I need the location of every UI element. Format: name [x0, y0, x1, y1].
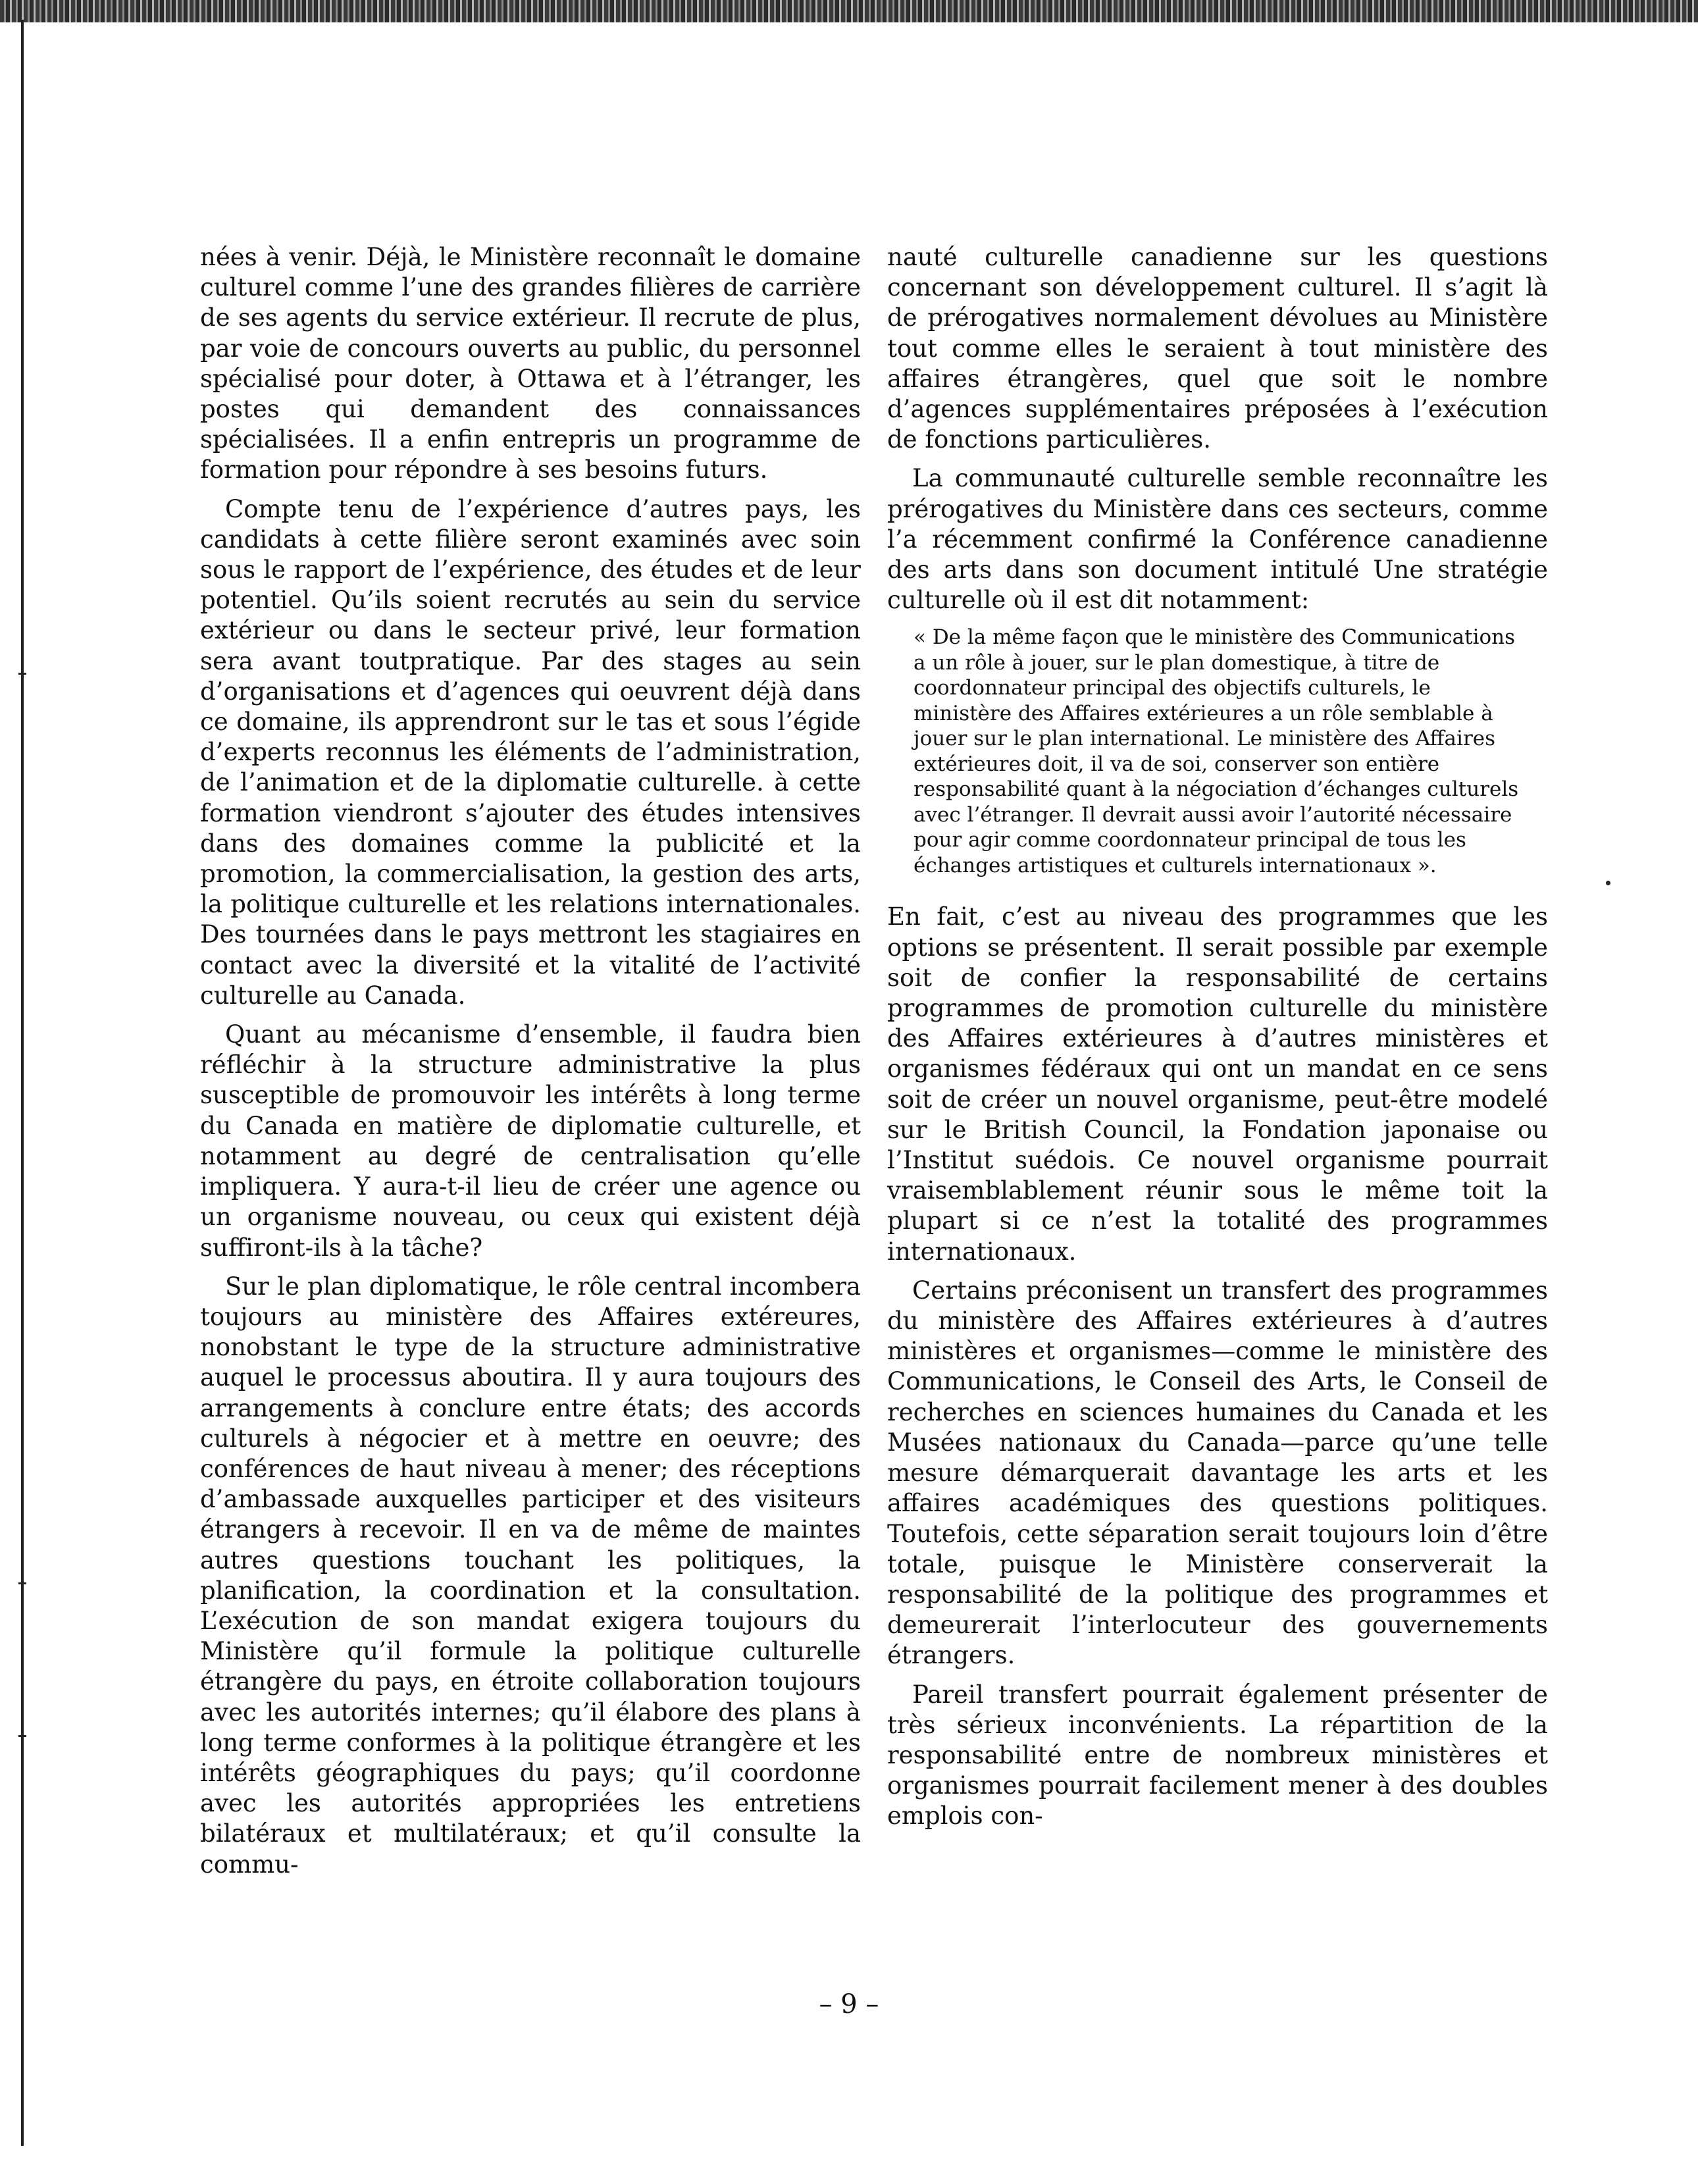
scan-mark	[18, 1582, 26, 1584]
paragraph: nées à venir. Déjà, le Ministère reconnaît le domaine culturel comme l’une des grandes filières de carrière de ses agents du service extérieur. Il recrute de plus, par voie de concours ouverts au public, du personnel spécialisé pour doter, à Ottawa et à l’étranger, les postes qui demandent des connaissances spécialisées. Il a enfin entrepris un programme de formation pour répondre à ses besoins futurs.	[200, 243, 861, 484]
quote-text: « De la même façon que le ministère des Communications a un rôle à jouer, sur le plan domestique, à titre de coordonnateur principal des objectifs culturels, le ministère des Affaires extérieures a un rôle semblable à jouer sur le plan international. Le ministère des Affaires extérieures doit, il va de soi, conserver son entière responsabilité quant à la négociation d’échanges culturels avec l’étranger. Il devrait aussi avoir l’autorité nécessaire pour agir comme coordonnateur principal de tous les échanges artistiques et culturels internationaux ».	[913, 625, 1519, 877]
block-quote	[913, 625, 1526, 878]
scan-border-top	[0, 0, 1698, 22]
scan-mark	[18, 1735, 26, 1737]
stray-mark	[1606, 881, 1610, 885]
paragraph: nauté culturelle canadienne sur les questions concernant son développement culturel. Il s’agit là de prérogatives normalement dévolues au Ministère tout comme elles le seraient à tout ministère des affaires étrangères, quel que soit le nombre d’agences supplémentaires préposées à l’exécution de fonctions particulières.	[887, 243, 1548, 454]
paragraph: Certains préconisent un transfert des programmes du ministère des Affaires extérieures à d’autres ministères et organismes—comme le ministère des Communications, le Conseil des Arts, le Conseil de recherches en sciences humaines du Canada et les Musées nationaux du Canada—parce qu’une telle mesure démarquerait davantage les arts et les affaires académiques des questions politiques. Toutefois, cette séparation serait toujours loin d’être totale, puisque le Ministère conserverait la responsabilité de la politique des programmes et demeurerait l’interlocuteur des gouvernements étrangers.	[887, 1276, 1548, 1670]
left-column	[200, 242, 861, 1888]
scan-mark	[18, 673, 26, 675]
paragraph: La communauté culturelle semble reconnaître les prérogatives du Ministère dans ces secteurs, comme l’a récemment confirmé la Conférence canadienne des arts dans son document intitulé Une stratégie culturelle où il est dit notamment:	[887, 464, 1548, 615]
paragraph: Compte tenu de l’expérience d’autres pays, les candidats à cette filière seront examinés avec soin sous le rapport de l’expérience, des études et de leur potentiel. Qu’ils soient recrutés au sein du service extérieur ou dans le secteur privé, leur formation sera avant toutpratique. Par des stages au sein d’organisations et d’agences qui oeuvrent déjà dans ce domaine, ils apprendront sur le tas et sous l’égide d’experts reconnus les éléments de l’administration, de l’animation et de la diplomatie culturelle. à cette formation viendront s’ajouter des études intensives dans des domaines comme la publicité et la promotion, la commercialisation, la gestion des arts, la politique culturelle et les relations internationales. Des tournées dans le pays mettront les stagiaires en contact avec la diversité et la vitalité de l’activité culturelle au Canada.	[200, 494, 861, 1010]
scan-border-left	[21, 20, 24, 2146]
page-number: – 9 –	[819, 1989, 879, 2019]
paragraph: Sur le plan diplomatique, le rôle central incombera toujours au ministère des Affaires extéreures, nonobstant le type de la structure administrative auquel le processus aboutira. Il y aura toujours des arrangements à conclure entre états; des accords culturels à négocier et à mettre en oeuvre; des conférences de haut niveau à mener; des réceptions d’ambassade auxquelles participer et des visiteurs étrangers à recevoir. Il en va de même de maintes autres questions touchant les politiques, la planification, la coordination et la consultation. L’exécution de son mandat exigera toujours du Ministère qu’il formule la politique culturelle étrangère du pays, en étroite collaboration toujours avec les autorités internes; qu’il élabore des plans à long terme conformes à la politique étrangère et les intérêts géographiques du pays; qu’il coordonne avec les autorités appropriées les entretiens bilatéraux et multilatéraux; et qu’il consulte la commu-	[200, 1272, 861, 1879]
paragraph: Quant au mécanisme d’ensemble, il faudra bien réfléchir à la structure administrative la plus susceptible de promouvoir les intérêts à long terme du Canada en matière de diplomatie culturelle, et notamment au degré de centralisation qu’elle impliquera. Y aura-t-il lieu de créer une agence ou un organisme nouveau, ou ceux qui existent déjà suffiront-ils à la tâche?	[200, 1020, 861, 1262]
right-column	[887, 242, 1548, 1840]
paragraph: En fait, c’est au niveau des programmes que les options se présentent. Il serait possible par exemple soit de confier la responsabilité de certains programmes de promotion culturelle du ministère des Affaires extérieures à d’autres ministères et organismes fédéraux qui ont un mandat en ce sens soit de créer un nouvel organisme, peut-être modelé sur le British Council, la Fondation japonaise ou l’Institut suédois. Ce nouvel organisme pourrait vraisemblablement réunir sous le même toit la plupart si ce n’est la totalité des programmes internationaux.	[887, 902, 1548, 1266]
paragraph: Pareil transfert pourrait également présenter de très sérieux inconvénients. La répartition de la responsabilité entre de nombreux ministères et organismes pourrait facilement mener à des doubles emplois con-	[887, 1680, 1548, 1831]
